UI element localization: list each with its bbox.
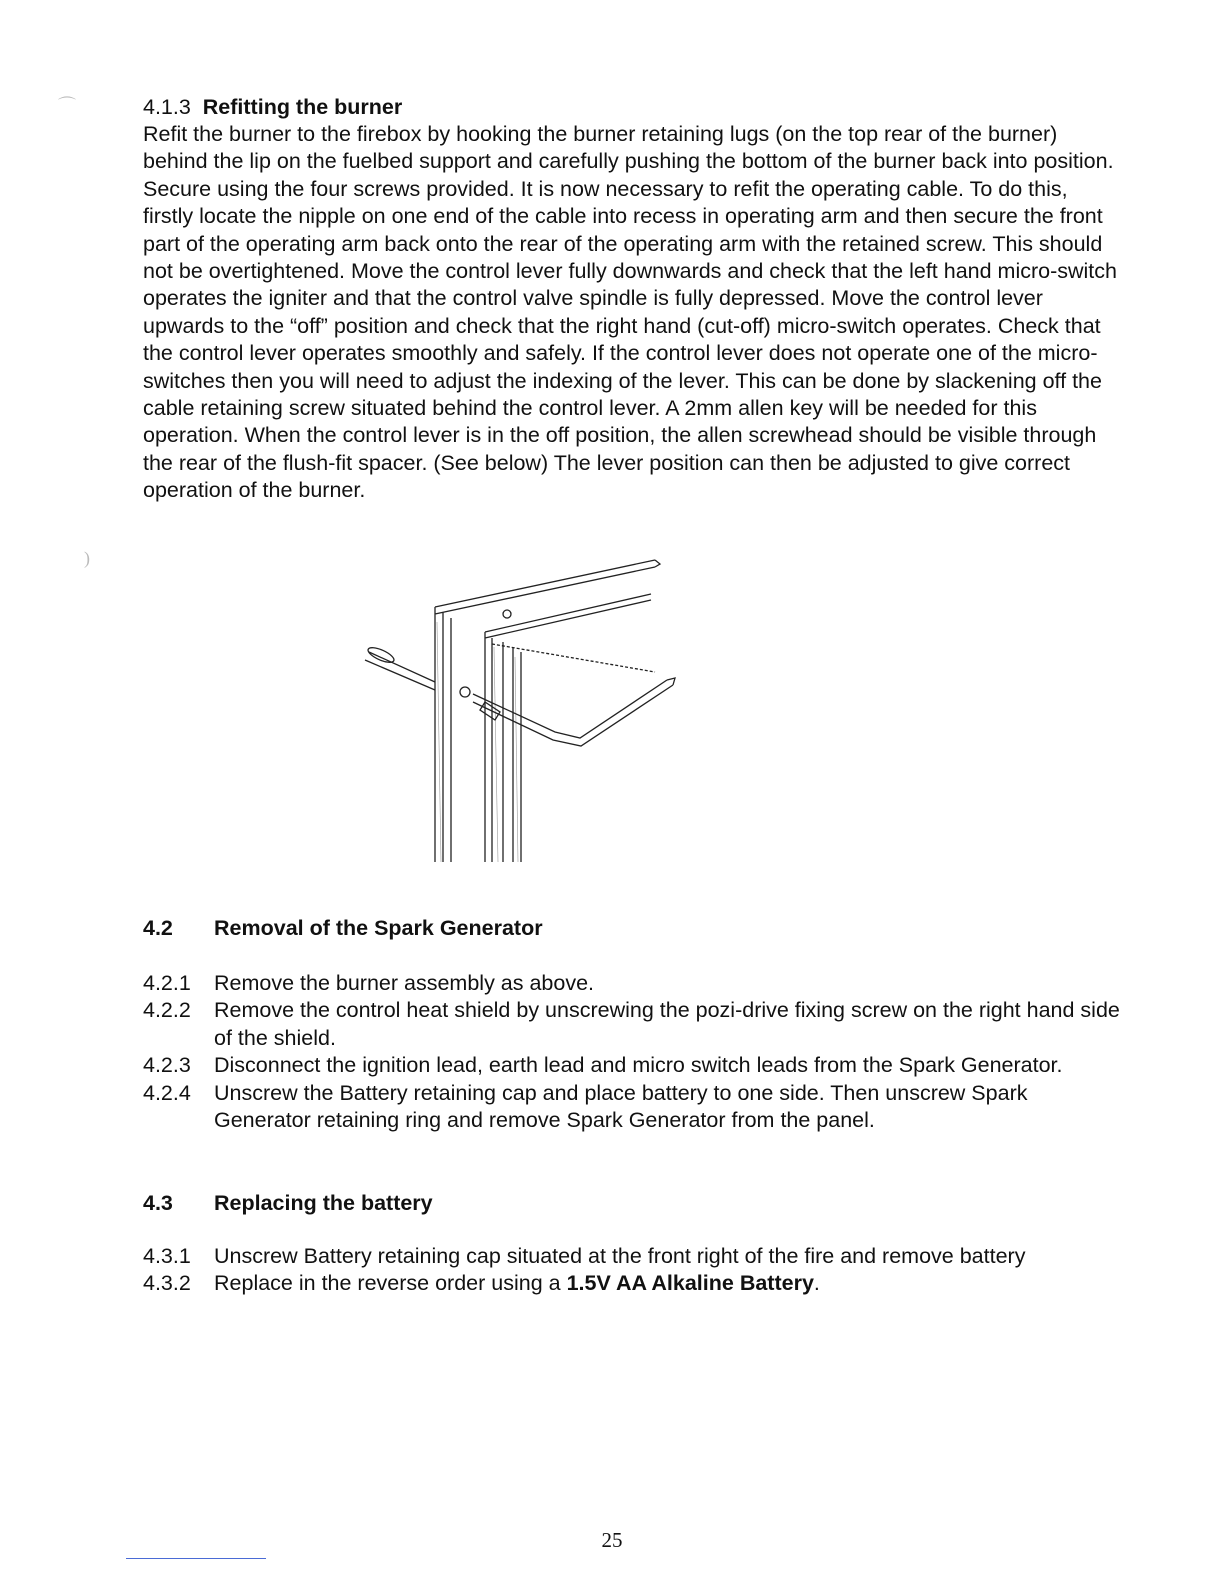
- list-item: [143, 1080, 1123, 1135]
- section-title: Replacing the battery: [214, 1191, 433, 1215]
- section-4-2-list: [143, 970, 1123, 1134]
- margin-mark: ): [84, 548, 90, 568]
- list-item: [143, 970, 1123, 997]
- item-number: 4.2.4: [143, 1080, 191, 1105]
- item-text: Unscrew Battery retaining cap situated at the front right of the fire and remove battery: [214, 1244, 1026, 1268]
- margin-mark: ⌒: [58, 96, 76, 116]
- section-title: Refitting the burner: [202, 95, 403, 119]
- item-text-suffix: .: [813, 1271, 820, 1296]
- item-text-prefix: Replace in the reverse order using a: [214, 1271, 567, 1296]
- item-text: Disconnect the ignition lead, earth lead and micro switch leads from the Spark Generator.: [214, 1053, 1063, 1078]
- section-4-2-heading: [143, 915, 543, 942]
- page-number: 25: [601, 1528, 623, 1552]
- list-item: [143, 1270, 1123, 1297]
- item-number: 4.2.2: [143, 998, 191, 1023]
- section-number: 4.1.3: [143, 95, 191, 119]
- item-number: 4.3.1: [143, 1244, 191, 1268]
- item-text: Unscrew the Battery retaining cap and place battery to one side. Then unscrew Spark Generator retaining ring and remove Spark Generator from the panel.: [214, 1080, 1028, 1133]
- section-4-3-list: [143, 1243, 1123, 1298]
- footer-rule: [126, 1558, 266, 1559]
- battery-spec: 1.5V AA Alkaline Battery: [566, 1271, 814, 1296]
- item-number: 4.3.2: [143, 1271, 191, 1296]
- section-4-1-3-body: Refit the burner to the firebox by hooking the burner retaining lugs (on the top rear of the burner) behind the lip on the fuelbed support and carefully pushing the bottom of the burner back into position. Secure using the four screws provided. It is now necessary to refit the operating cable. To do this, firstly locate the nipple on one end of the cable into recess in operating arm and then secure the front part of the operating arm back onto the rear of the operating arm with the retained screw. This should not be overtightened. Move the control lever fully downwards and check that the left hand micro-switch operates the igniter and that the control valve spindle is fully depressed. Move the control lever upwards to the “off” position and check that the right hand (cut-off) micro-switch operates. Check that the control lever operates smoothly and safely. If the control lever does not operate one of the micro-switches then you will need to adjust the indexing of the lever. This can be done by slackening off the cable retaining screw situated behind the control lever. A 2mm allen key will be needed for this operation. When the control lever is in the off position, the allen screwhead should be visible through the rear of the flush-fit spacer. (See below) The lever position can then be adjusted to give correct operation of the burner.: [143, 122, 1117, 503]
- item-text: Remove the control heat shield by unscrewing the pozi-drive fixing screw on the right hand side of the shield.: [214, 998, 1120, 1050]
- lever-figure: [355, 552, 685, 867]
- item-number: 4.2.3: [143, 1053, 191, 1078]
- section-4-3-heading: [143, 1190, 433, 1217]
- section-title: Removal of the Spark Generator: [214, 916, 543, 940]
- list-item: [143, 1243, 1123, 1270]
- lever-assembly-drawing: [355, 552, 685, 867]
- item-text: [214, 1270, 1123, 1297]
- item-text: Remove the burner assembly as above.: [214, 971, 595, 995]
- item-number: 4.2.1: [143, 971, 191, 995]
- section-number: 4.2: [143, 916, 173, 940]
- section-4-1-3-heading: [143, 94, 1123, 121]
- list-item: [143, 997, 1123, 1052]
- section-number: 4.3: [143, 1191, 173, 1215]
- list-item: [143, 1052, 1123, 1079]
